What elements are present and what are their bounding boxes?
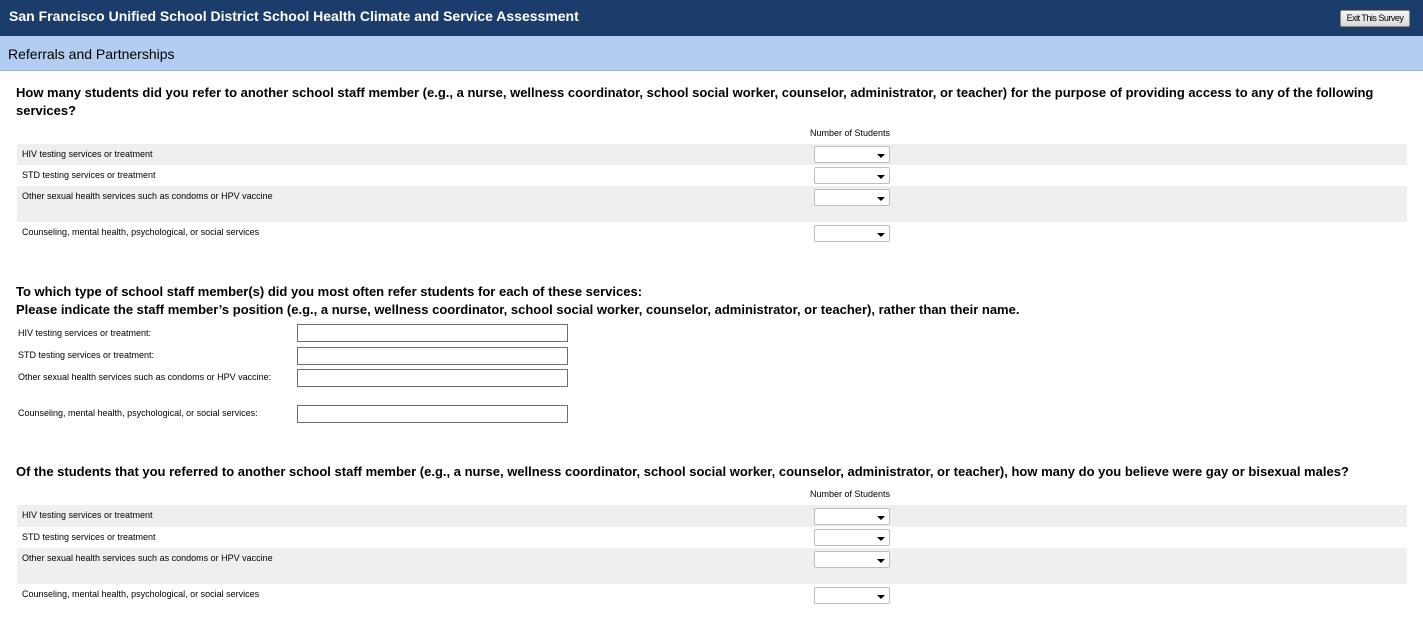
q1-counseling-count-dropdown[interactable]: [814, 225, 890, 242]
q2-field-label-sexual-health: Other sexual health services such as condoms or HPV vaccine:: [18, 372, 272, 382]
q1-std-count-dropdown[interactable]: [814, 167, 890, 184]
q2-field-label-hiv: HIV testing services or treatment:: [18, 328, 152, 338]
q1-row-sexual-health: [17, 186, 1407, 222]
q3-row-std: [17, 527, 1407, 548]
q1-hiv-count-dropdown[interactable]: [814, 146, 890, 163]
survey-header: [0, 0, 1423, 36]
question-3-text: Of the students that you referred to another school staff member (e.g., a nurse, wellness coordinator, school social worker, counselor, administrator, or teacher), how many do you believe were gay or bisexual males?: [16, 464, 1349, 479]
q1-column-header: Number of Students: [809, 128, 891, 138]
section-title: Referrals and Partnerships: [8, 46, 175, 62]
q3-column-header: Number of Students: [809, 489, 891, 499]
q3-row-sexual-health: [17, 548, 1407, 584]
q3-hiv-count-dropdown[interactable]: [814, 508, 890, 525]
exit-survey-button[interactable]: Exit This Survey: [1340, 10, 1410, 27]
chevron-down-icon: [877, 595, 885, 599]
q1-row-label: HIV testing services or treatment: [22, 149, 153, 159]
q3-row-counseling: [17, 584, 1407, 620]
q2-hiv-staff-input[interactable]: [297, 324, 568, 342]
q2-std-staff-input[interactable]: [297, 347, 568, 365]
survey-title: San Francisco Unified School District School Health Climate and Service Assessment: [9, 8, 579, 24]
q3-row-label: Other sexual health services such as condoms or HPV vaccine: [22, 553, 273, 563]
question-1-text: How many students did you refer to another school staff member (e.g., a nurse, wellness coordinator, school social worker, counselor, administrator, or teacher) for the purpose of providing access to any of the following services?: [16, 85, 1374, 118]
q1-row-hiv: [17, 144, 1407, 165]
q1-row-std: [17, 165, 1407, 186]
q3-std-count-dropdown[interactable]: [814, 529, 890, 546]
question-2-line-1: To which type of school staff member(s) did you most often refer students for each of these services:: [16, 284, 643, 299]
q3-row-label: STD testing services or treatment: [22, 532, 156, 542]
q3-sexual-health-count-dropdown[interactable]: [814, 551, 890, 568]
chevron-down-icon: [877, 175, 885, 179]
chevron-down-icon: [877, 233, 885, 237]
q3-row-label: Counseling, mental health, psychological, or social services: [22, 589, 260, 599]
q3-row-hiv: [17, 505, 1407, 527]
q2-field-label-counseling: Counseling, mental health, psychological, or social services:: [18, 408, 258, 418]
q2-field-label-std: STD testing services or treatment:: [18, 350, 155, 360]
q3-row-label: HIV testing services or treatment: [22, 510, 153, 520]
section-header: [0, 36, 1423, 71]
question-2-text: [16, 283, 1411, 319]
q1-row-label: STD testing services or treatment: [22, 170, 156, 180]
chevron-down-icon: [877, 197, 885, 201]
chevron-down-icon: [877, 559, 885, 563]
q1-row-counseling: [17, 222, 1407, 258]
chevron-down-icon: [877, 537, 885, 541]
q1-row-label: Counseling, mental health, psychological, or social services: [22, 227, 260, 237]
q2-counseling-staff-input[interactable]: [297, 405, 568, 423]
chevron-down-icon: [877, 154, 885, 158]
chevron-down-icon: [877, 516, 885, 520]
q1-row-label: Other sexual health services such as condoms or HPV vaccine: [22, 191, 273, 201]
q2-sexual-health-staff-input[interactable]: [297, 369, 568, 387]
q1-sexual-health-count-dropdown[interactable]: [814, 189, 890, 206]
q3-counseling-count-dropdown[interactable]: [814, 587, 890, 604]
question-2-line-2: Please indicate the staff member’s position (e.g., a nurse, wellness coordinator, school social worker, counselor, administrator, or teacher), rather than their name.: [16, 302, 1020, 317]
